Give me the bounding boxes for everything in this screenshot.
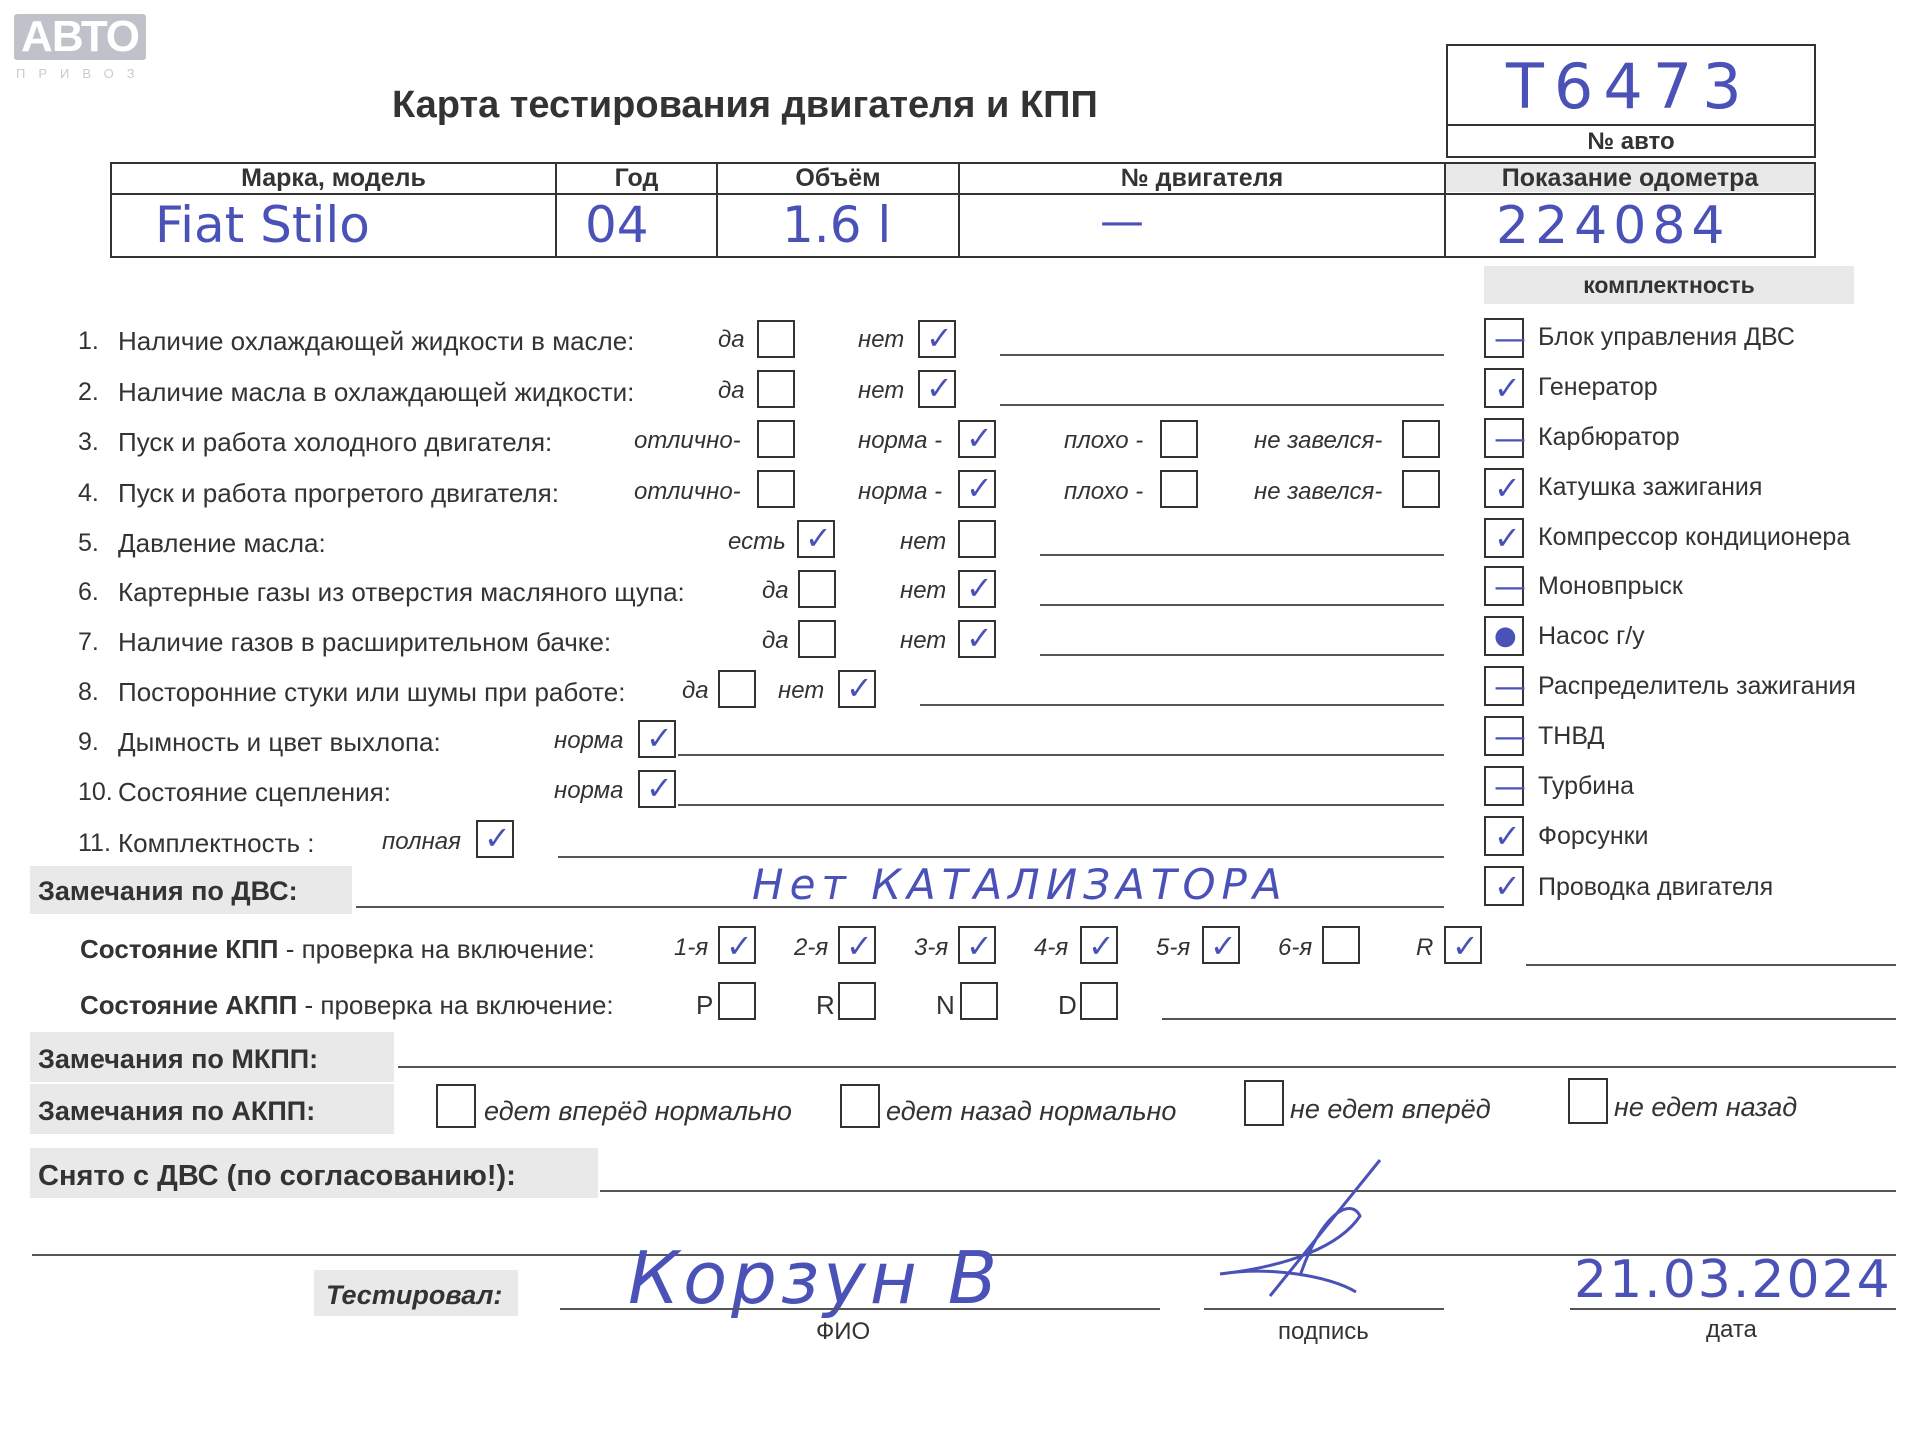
gear-checkbox[interactable] [1202,926,1240,964]
check-mark: ✓ [846,669,873,707]
car-number-box [1446,44,1816,158]
check-mark: — [1494,667,1526,705]
completeness-checkbox[interactable] [1484,468,1524,508]
mode-label: N [936,990,955,1020]
completeness-label: Генератор [1538,373,1658,401]
completeness-checkbox[interactable] [1484,666,1524,706]
checkbox[interactable] [797,520,835,558]
checkbox[interactable] [918,320,956,358]
check-mark: ✓ [1452,927,1479,965]
completeness-checkbox[interactable] [1484,716,1524,756]
option-label: нет [900,627,947,654]
gear-checkbox[interactable] [1322,926,1360,964]
tester-name[interactable]: Корзун В [628,1236,1002,1320]
checkbox[interactable] [958,520,996,558]
check-text: Комплектность : [118,828,315,858]
completeness-checkbox[interactable] [1484,616,1524,656]
caption-signature: подпись [1278,1318,1369,1345]
checkbox[interactable] [958,420,996,458]
check-text: Наличие масла в охлаждающей жидкости: [118,377,635,407]
check-mark: — [1494,419,1526,457]
check-num: 5. [78,529,99,557]
check-mark: ● [1494,621,1517,651]
check-mark: ✓ [1494,369,1521,407]
check-num: 8. [78,678,99,706]
option-label: норма [554,727,624,754]
checkbox[interactable] [918,370,956,408]
gear-label: 5-я [1156,934,1191,961]
checkbox[interactable] [638,770,676,808]
mode-label: R [816,990,835,1020]
option-label: норма - [858,427,943,454]
gear-checkbox[interactable] [838,926,876,964]
option-label: плохо - [1064,478,1144,505]
akpp-remark-label: не едет назад [1614,1092,1798,1122]
check-text: Посторонние стуки или шумы при работе: [118,677,626,707]
check-mark: ✓ [1494,867,1521,905]
caption-fio: ФИО [816,1318,871,1345]
gear-label: 4-я [1034,934,1069,961]
check-text: Давление масла: [118,528,326,558]
checkbox[interactable] [757,320,795,358]
check-num: 6. [78,578,99,606]
check-mark: — [1494,319,1526,357]
completeness-label: Катушка зажигания [1538,473,1763,501]
check-mark: ✓ [846,927,873,965]
header-value-engine-no: — [1100,196,1144,247]
completeness-checkbox[interactable] [1484,566,1524,606]
logo [14,12,150,81]
tester-label: Тестировал: [326,1280,503,1310]
option-label: да [718,326,745,353]
check-mark: ✓ [926,319,953,357]
option-label: не завелся- [1254,478,1383,505]
logo-subtext: ПРИВОЗ [16,66,148,81]
akpp-label-bold: Состояние АКПП [80,990,298,1020]
gear-label: 3-я [914,934,949,961]
akpp-remark-checkbox[interactable] [436,1084,476,1128]
completeness-label: Проводка двигателя [1538,873,1774,901]
option-label: отлично- [634,478,741,505]
gear-label: 1-я [674,934,709,961]
engine-remarks-value[interactable]: Нет КАТАЛИЗАТОРА [752,860,1288,909]
check-mark: ✓ [966,419,993,457]
header-value-model: Fiat Stilo [155,196,370,254]
check-text: Пуск и работа холодного двигателя: [118,427,553,457]
option-label: нет [900,528,947,555]
completeness-label: Турбина [1538,772,1634,800]
check-text: Дымность и цвет выхлопа: [118,727,441,757]
completeness-label: Блок управления ДВС [1538,323,1795,351]
check-mark: — [1494,717,1526,755]
header-col-year: Год [614,164,659,192]
akpp-remark-label: не едет вперёд [1290,1094,1491,1124]
option-label: норма [554,777,624,804]
checkbox[interactable] [798,620,836,658]
completeness-checkbox[interactable] [1484,766,1524,806]
option-label: да [718,377,745,404]
option-label: отлично- [634,427,741,454]
check-mark: ✓ [805,519,832,557]
akpp-remarks-label: Замечания по АКПП: [38,1096,316,1126]
gear-checkbox[interactable] [718,926,756,964]
check-text: Наличие охлаждающей жидкости в масле: [118,326,635,356]
kpp-label-bold: Состояние КПП [80,934,279,964]
engine-remarks-label: Замечания по ДВС: [38,876,298,906]
header-col-odometer: Показание одометра [1501,164,1759,192]
check-mark: ✓ [1088,927,1115,965]
checkbox[interactable] [798,570,836,608]
completeness-checkbox[interactable] [1484,518,1524,558]
completeness-title: комплектность [1583,272,1755,298]
completeness-checkbox[interactable] [1484,816,1524,856]
header-value-year: 04 [585,196,649,254]
completeness-checkbox[interactable] [1484,866,1524,906]
check-mark: ✓ [646,769,673,807]
check-mark: ✓ [966,619,993,657]
logo-text: АВТО [14,14,146,60]
check-num: 9. [78,728,99,756]
checkbox[interactable] [476,820,514,858]
check-text: Состояние сцепления: [118,777,391,807]
checkbox[interactable] [757,370,795,408]
option-label: да [762,577,789,604]
header-value-odometer: 224084 [1496,196,1731,256]
check-mark: ✓ [966,927,993,965]
gear-checkbox[interactable] [1444,926,1482,964]
check-num: 3. [78,428,99,456]
check-num: 2. [78,378,99,406]
completeness-label: Карбюратор [1538,423,1680,451]
kpp-label [80,934,595,965]
akpp-label-rest: - проверка на включение: [297,990,614,1020]
test-date[interactable]: 21.03.2024 [1574,1250,1892,1310]
gear-checkbox[interactable] [1080,926,1118,964]
option-label: полная [382,828,461,855]
check-num: 11. [78,829,111,857]
check-mark: ✓ [484,819,511,857]
header-col-volume: Объём [795,164,881,192]
check-num: 1. [78,327,99,355]
checkbox[interactable] [1402,470,1440,508]
option-label: да [682,677,709,704]
mode-checkbox[interactable] [718,982,756,1020]
check-mark: ✓ [1494,469,1521,507]
mode-label: D [1058,990,1077,1020]
check-mark: ✓ [646,719,673,757]
car-number-label: № авто [1587,128,1675,155]
option-label: нет [858,326,905,353]
checkbox[interactable] [1402,420,1440,458]
header-value-volume: 1.6 l [782,196,892,254]
checkbox[interactable] [1160,470,1198,508]
gear-checkbox[interactable] [958,926,996,964]
option-label: плохо - [1064,427,1144,454]
completeness-label: Форсунки [1538,822,1649,850]
caption-date: дата [1706,1316,1757,1343]
checkbox[interactable] [757,420,795,458]
option-label: норма - [858,478,943,505]
check-text: Наличие газов в расширительном бачке: [118,627,612,657]
checkbox[interactable] [1160,420,1198,458]
option-label: нет [858,377,905,404]
completeness-checkbox[interactable] [1484,418,1524,458]
completeness-label: ТНВД [1538,722,1605,750]
completeness-checkbox[interactable] [1484,318,1524,358]
check-mark: ✓ [926,369,953,407]
check-num: 10. [78,778,113,806]
check-mark: ✓ [1494,519,1521,557]
check-text: Картерные газы из отверстия масляного щупа: [118,577,685,607]
akpp-remark-checkbox[interactable] [1568,1078,1608,1124]
checkbox[interactable] [757,470,795,508]
completeness-label: Распределитель зажигания [1538,672,1856,700]
completeness-label: Моновпрыск [1538,572,1683,600]
check-mark: ✓ [1494,817,1521,855]
akpp-remark-label: едет назад нормально [886,1096,1177,1126]
check-mark: ✓ [966,469,993,507]
check-num: 7. [78,628,99,656]
mode-checkbox[interactable] [960,982,998,1020]
mode-checkbox[interactable] [1080,982,1118,1020]
option-label: да [762,627,789,654]
checkbox[interactable] [638,720,676,758]
gear-label: R [1416,934,1434,961]
check-text: Пуск и работа прогретого двигателя: [118,478,559,508]
check-mark: ✓ [1210,927,1237,965]
mkpp-remarks-label: Замечания по МКПП: [38,1044,319,1074]
akpp-remark-checkbox[interactable] [840,1084,880,1128]
check-mark: — [1494,567,1526,605]
akpp-remark-checkbox[interactable] [1244,1080,1284,1126]
check-mark: ✓ [726,927,753,965]
page-title: Карта тестирования двигателя и КПП [392,84,1098,126]
mode-checkbox[interactable] [838,982,876,1020]
kpp-label-rest: - проверка на включение: [278,934,595,964]
check-mark: — [1494,767,1526,805]
gear-label: 2-я [794,934,829,961]
akpp-remark-label: едет вперёд нормально [484,1096,792,1126]
header-col-engine-no: № двигателя [1120,164,1284,192]
option-label: есть [728,528,786,555]
completeness-label: Насос г/у [1538,622,1645,650]
checkbox[interactable] [958,470,996,508]
check-num: 4. [78,479,99,507]
check-mark: ✓ [966,569,993,607]
checkbox[interactable] [718,670,756,708]
removed-label: Снято с ДВС (по согласованию!): [38,1160,516,1192]
option-label: не завелся- [1254,427,1383,454]
akpp-label [80,990,614,1021]
car-number-value: Т6473 [1506,50,1752,123]
completeness-checkbox[interactable] [1484,368,1524,408]
signature [1210,1156,1400,1306]
option-label: нет [900,577,947,604]
checkbox[interactable] [838,670,876,708]
option-label: нет [778,677,825,704]
checkbox[interactable] [958,620,996,658]
checkbox[interactable] [958,570,996,608]
completeness-label: Компрессор кондиционера [1538,523,1851,551]
mode-label: P [696,990,714,1020]
header-col-model: Марка, модель [241,164,426,192]
gear-label: 6-я [1278,934,1313,961]
